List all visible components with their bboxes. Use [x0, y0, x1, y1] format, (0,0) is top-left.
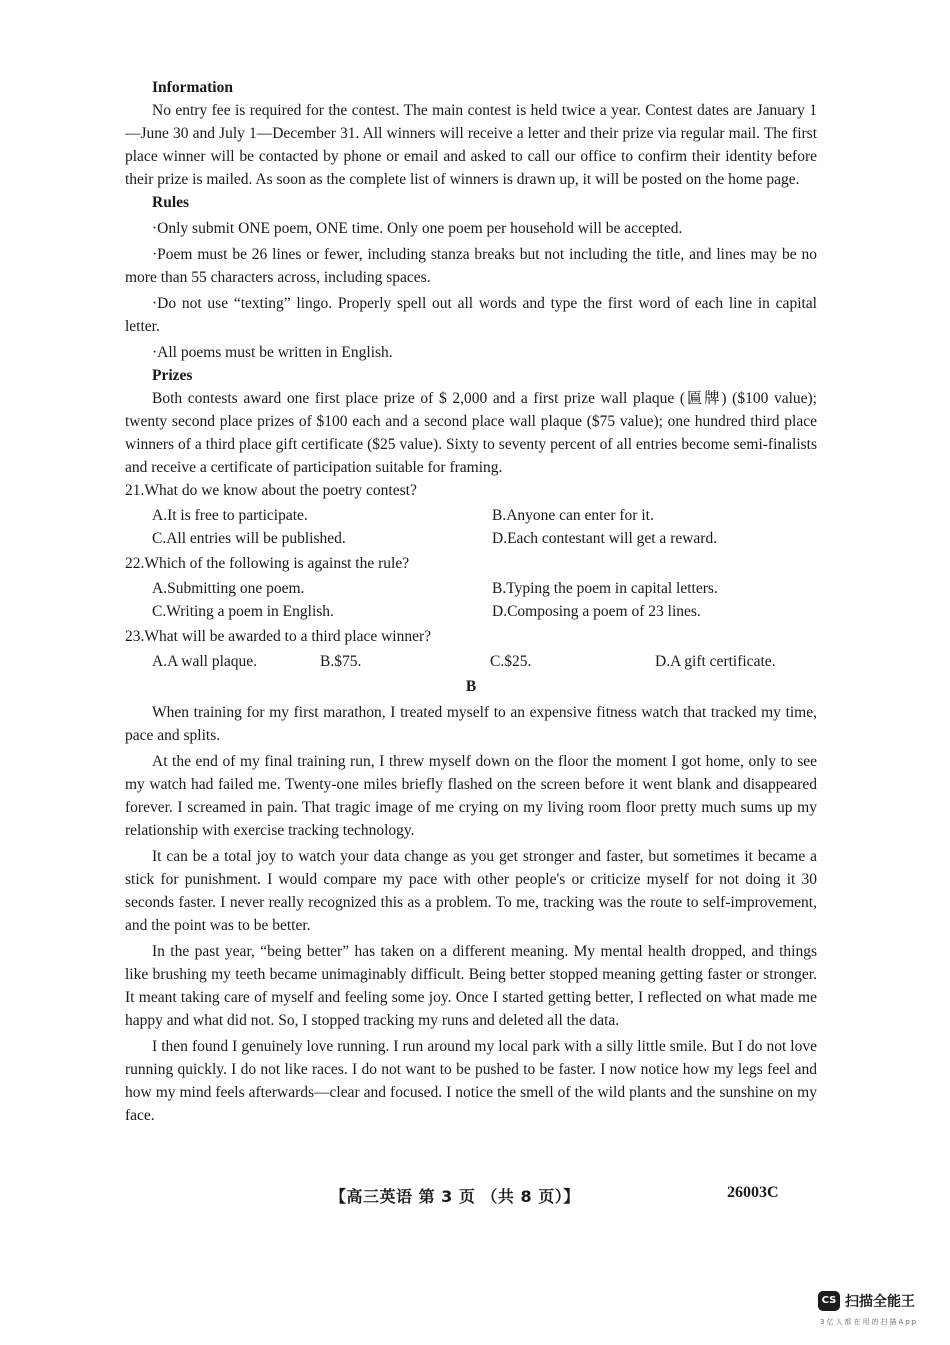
page-content: [125, 76, 817, 1127]
rules-heading: Rules: [152, 194, 190, 211]
answer-options: [125, 650, 817, 673]
question-stem: 21.What do we know about the poetry contest?: [125, 482, 417, 499]
question-stem: 22.Which of the following is against the rule?: [125, 555, 410, 572]
exam-code: 26003C: [727, 1184, 779, 1201]
option-b: B.Anyone can enter for it.: [492, 507, 654, 524]
camscanner-logo-icon: CS: [818, 1291, 840, 1311]
passage-paragraph: It can be a total joy to watch your data change as you get stronger and faster, but sometimes it became a stick for punishment. I would compare my pace with other people's or criticize myself for not doing it 30 seconds faster. I never really recognized this as a problem. To me, tracking was the route to self-improvement, and the point was to be better.: [125, 848, 817, 934]
option-d: D.Composing a poem of 23 lines.: [492, 603, 701, 620]
option-c: C.All entries will be published.: [152, 530, 346, 547]
passage-paragraph: I then found I genuinely love running. I run around my local park with a silly little smile. But I do not love running quickly. I do not like races. I do not want to be pushed to be faster. I now notice how my legs feel and how my mind feels afterwards—clear and focused. I notice the smell of the wild plants and the sunshine on my face.: [125, 1038, 817, 1124]
option-d: D.A gift certificate.: [655, 653, 776, 670]
rule-item: ·Poem must be 26 lines or fewer, including stanza breaks but not including the title, and lines may be no more than 55 characters across, including spaces.: [125, 246, 817, 286]
option-d: D.Each contestant will get a reward.: [492, 530, 718, 547]
option-c: C.$25.: [490, 653, 532, 670]
page-footer: 【高三英语 第 3 页 （共 8 页）】: [330, 1187, 580, 1206]
option-b: B.$75.: [320, 653, 362, 670]
option-a: A.A wall plaque.: [152, 653, 258, 670]
passage-paragraph: At the end of my final training run, I threw myself down on the floor the moment I got home, only to see my watch had failed me. Twenty-one miles briefly flashed on the screen before it went blank and disappeared forever. I screamed in pain. That tragic image of me crying on my living room floor pretty much sums up my relationship with exercise tracking technology.: [125, 753, 817, 839]
rule-item: ·All poems must be written in English.: [152, 344, 393, 361]
info-paragraph: No entry fee is required for the contest. The main contest is held twice a year. Contest dates are January 1—June 30 and July 1—December 31. All winners will receive a letter and their prize via regular mail. The first place winner will be contacted by phone or email and asked to call our office to confirm their identity before their prize is mailed. As soon as the complete list of winners is drawn up, it will be posted on the home page.: [125, 102, 817, 188]
passage-paragraph: In the past year, “being better” has taken on a different meaning. My mental health dropped, and things like brushing my teeth became unimaginably difficult. Being better stopped meaning getting faster or stronger. It meant taking care of myself and feeling some joy. Once I started getting better, I reflected on what made me happy and what did not. So, I stopped tracking my runs and deleted all the data.: [125, 943, 817, 1029]
passage-paragraph: When training for my first marathon, I treated myself to an expensive fitness watch that tracked my time, pace and splits.: [125, 704, 817, 744]
option-a: A.It is free to participate.: [152, 507, 308, 524]
question-stem: 23.What will be awarded to a third place winner?: [125, 628, 432, 645]
prizes-heading: Prizes: [152, 367, 193, 384]
watermark-name: 扫描全能王: [845, 1294, 915, 1310]
option-a: A.Submitting one poem.: [152, 580, 305, 597]
option-c: C.Writing a poem in English.: [152, 603, 334, 620]
rule-item: ·Do not use “texting” lingo. Properly spell out all words and type the first word of each line in capital letter.: [125, 295, 817, 335]
prizes-paragraph: Both contests award one first place prize of $ 2,000 and a first prize wall plaque (匾牌) ($100 value); twenty second place prizes of $100 each and a second place wall plaque ($75 value); one hundred third place winners of a third place gift certificate ($25 value). Sixty to seventy percent of all entries become semi-finalists and receive a certificate of participation suitable for framing.: [125, 390, 817, 476]
answer-options: [125, 504, 817, 550]
rule-item: ·Only submit ONE poem, ONE time. Only one poem per household will be accepted.: [152, 220, 683, 237]
info-heading: Information: [152, 79, 233, 96]
scanner-watermark: [818, 1289, 938, 1335]
option-b: B.Typing the poem in capital letters.: [492, 580, 718, 597]
watermark-tagline: 3亿人都在用的扫描App: [820, 1318, 919, 1326]
answer-options: [125, 577, 817, 623]
section-b-label: B: [465, 678, 477, 695]
